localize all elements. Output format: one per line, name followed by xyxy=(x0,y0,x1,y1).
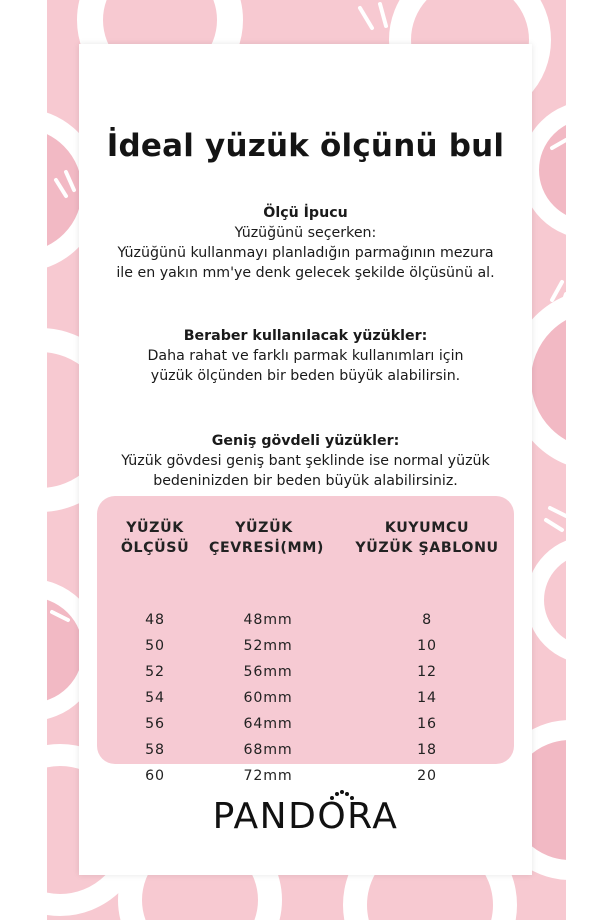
table-row xyxy=(97,612,514,638)
cell-circumference: 72mm xyxy=(243,768,293,784)
tip-line: ile en yakın mm'ye denk gelecek şekilde ölçüsünü al. xyxy=(116,265,495,281)
header-line: YÜZÜK xyxy=(126,520,184,536)
cell-template: 16 xyxy=(417,716,437,732)
table-row xyxy=(97,716,514,742)
cell-ring-size: 52 xyxy=(145,664,165,680)
header-circumference xyxy=(209,518,325,558)
header-line: YÜZÜK xyxy=(235,520,293,536)
header-line: ÇEVRESİ(MM) xyxy=(209,540,325,556)
tip-line: Yüzüğünü seçerken: xyxy=(234,225,377,241)
cell-circumference: 64mm xyxy=(243,716,293,732)
cell-circumference: 52mm xyxy=(243,638,293,654)
header-line: YÜZÜK ŞABLONU xyxy=(355,540,499,556)
cell-template: 20 xyxy=(417,768,437,784)
cell-ring-size: 56 xyxy=(145,716,165,732)
cell-template: 14 xyxy=(417,690,437,706)
cell-template: 18 xyxy=(417,742,437,758)
table-row xyxy=(97,690,514,716)
header-jeweler-template xyxy=(345,518,509,558)
tip-line: Yüzüğünü kullanmayı planladığın parmağının mezura xyxy=(117,245,494,261)
cell-template: 12 xyxy=(417,664,437,680)
cell-ring-size: 58 xyxy=(145,742,165,758)
header-line: ÖLÇÜSÜ xyxy=(120,540,190,556)
cell-circumference: 60mm xyxy=(243,690,293,706)
table-row xyxy=(97,664,514,690)
cell-circumference: 56mm xyxy=(243,664,293,680)
table-row xyxy=(97,638,514,664)
size-table xyxy=(97,496,514,764)
wide-band-line: Yüzük gövdesi geniş bant şeklinde ise normal yüzük xyxy=(121,453,490,469)
content-card xyxy=(79,44,532,875)
stacked-rings-line: yüzük ölçünden bir beden büyük alabilirsin. xyxy=(150,368,461,384)
page-title xyxy=(103,128,508,164)
table-row xyxy=(97,742,514,768)
cell-circumference: 48mm xyxy=(243,612,293,628)
header-ring-size xyxy=(109,518,201,558)
page-title-text: İdeal yüzük ölçünü bul xyxy=(106,128,505,164)
wide-band-line: bedeninizden bir beden büyük alabilirsiniz. xyxy=(153,473,458,489)
stacked-rings-section xyxy=(79,326,532,386)
cell-ring-size: 60 xyxy=(145,768,165,784)
cell-template: 10 xyxy=(417,638,437,654)
stacked-rings-heading: Beraber kullanılacak yüzükler: xyxy=(183,328,428,344)
cell-circumference: 68mm xyxy=(243,742,293,758)
title-block xyxy=(79,128,532,164)
wide-band-heading: Geniş gövdeli yüzükler: xyxy=(211,433,400,449)
table-row xyxy=(97,768,514,794)
cell-ring-size: 48 xyxy=(145,612,165,628)
wide-band-section xyxy=(79,431,532,491)
stacked-rings-line: Daha rahat ve farklı parmak kullanımları için xyxy=(147,348,464,364)
cell-template: 8 xyxy=(422,612,432,628)
header-line: KUYUMCU xyxy=(384,520,470,536)
cell-ring-size: 50 xyxy=(145,638,165,654)
cell-ring-size: 54 xyxy=(145,690,165,706)
tip-heading: Ölçü İpucu xyxy=(263,205,348,221)
tip-section xyxy=(79,203,532,283)
brand-logo: PANDORA xyxy=(212,796,399,837)
